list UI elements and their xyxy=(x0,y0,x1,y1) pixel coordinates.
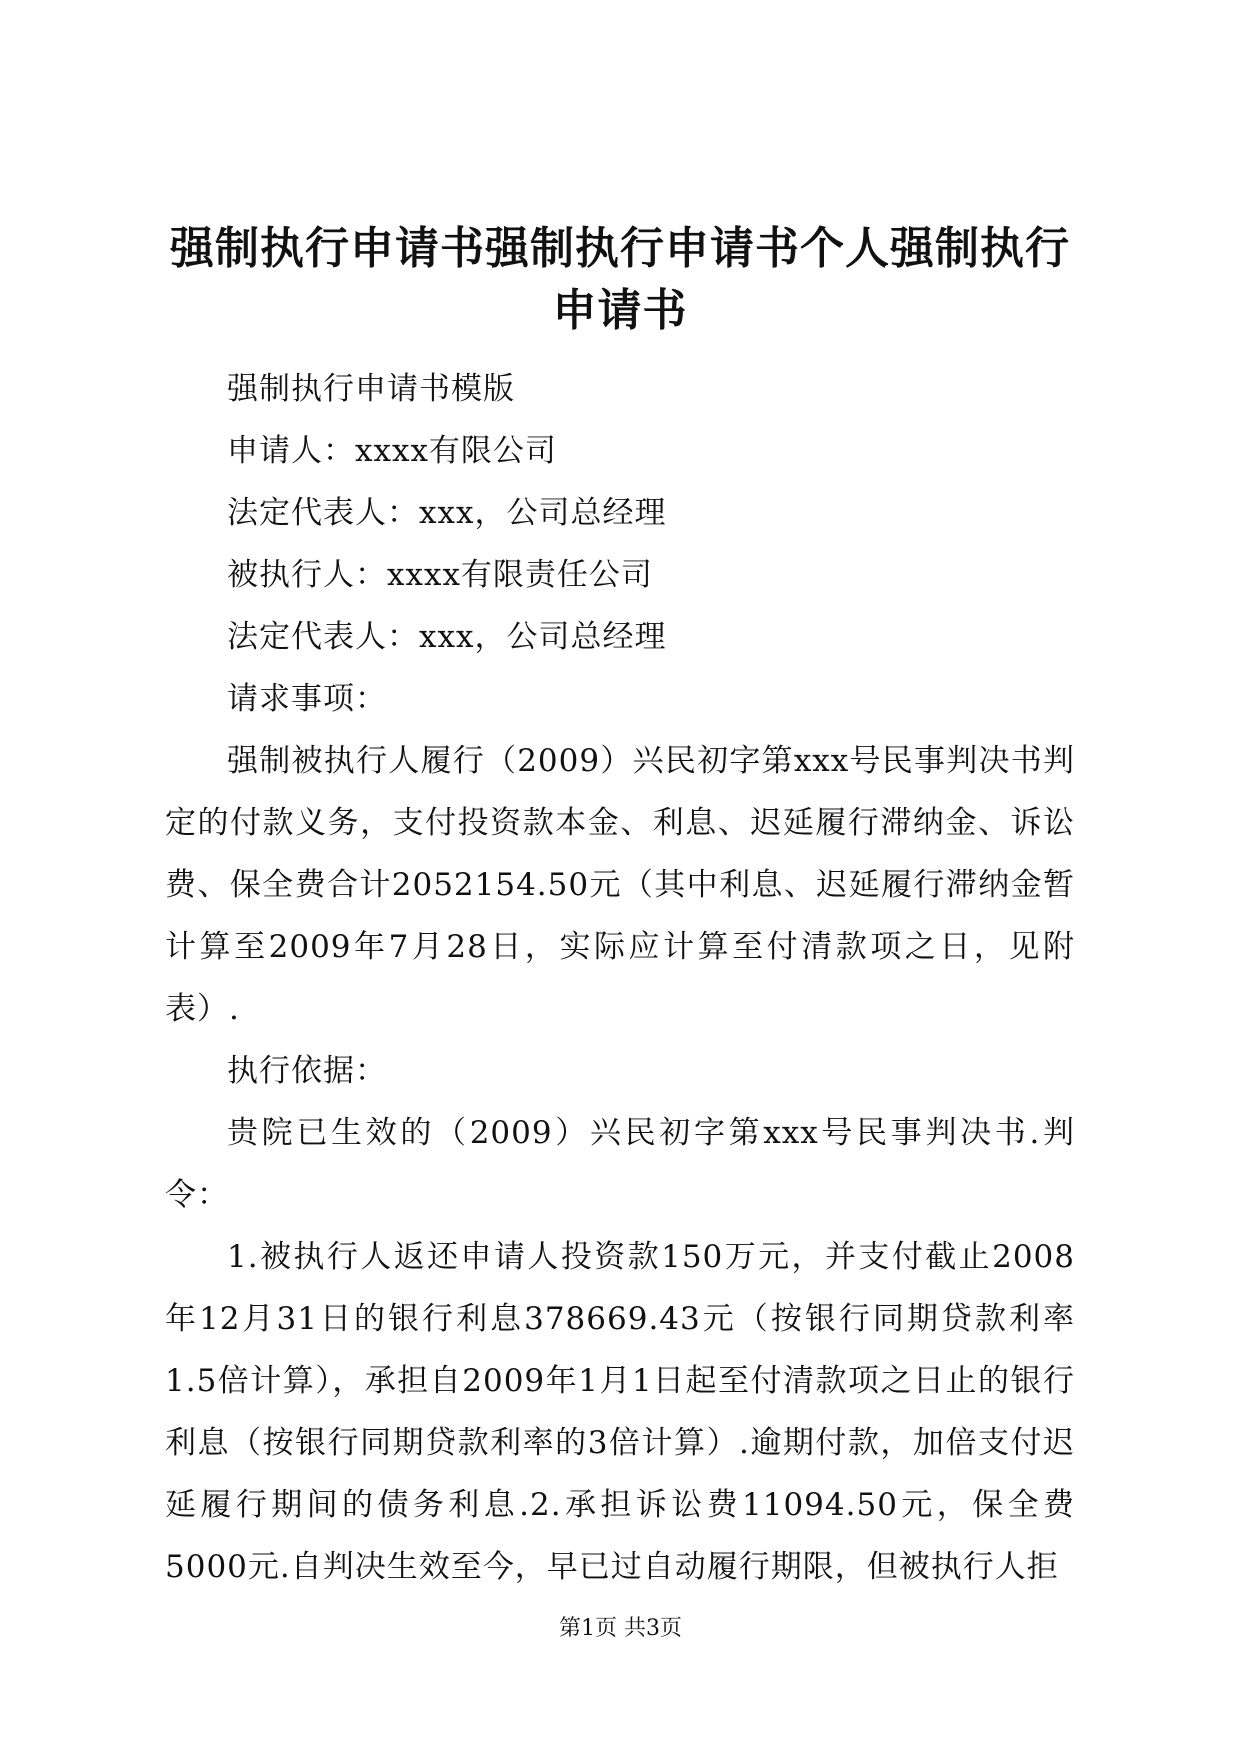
paragraph-basis-heading: 执行依据： xyxy=(227,1053,387,1089)
page-number: 第1页 共3页 xyxy=(559,1616,682,1641)
paragraph-template-name: 强制执行申请书模版 xyxy=(227,371,515,407)
document-title: 强制执行申请书强制执行申请书个人强制执行申请书 xyxy=(170,223,1070,336)
paragraph-request-content: 强制被执行人履行（2009）兴民初字第xxx号民事判决书判定的付款义务，支付投资款本金、利息、迟延履行滞纳金、诉讼费、保全费合计2052154.50元（其中利息、迟延履行滞纳金暂计算至2009年7月28日，实际应计算至付清款项之日，见附表）. xyxy=(165,743,1075,1027)
paragraph-request-heading: 请求事项： xyxy=(227,681,387,717)
paragraph-judgment-items: 1.被执行人返还申请人投资款150万元，并支付截止2008年12月31日的银行利息378669.43元（按银行同期贷款利率1.5倍计算），承担自2009年1月1日起至付清款项之日止的银行利息（按银行同期贷款利率的3倍计算）.逾期付款，加倍支付迟延履行期间的债务利息.2.承担诉讼费11094.50元，保全费5000元.自判决生效至今，早已过自动履行期限，但被执行人拒 xyxy=(165,1239,1075,1585)
paragraph-basis-judgment: 贵院已生效的（2009）兴民初字第xxx号民事判决书.判令： xyxy=(165,1115,1075,1213)
paragraph-respondent-representative: 法定代表人：xxx，公司总经理 xyxy=(227,619,667,655)
paragraph-applicant-representative: 法定代表人：xxx，公司总经理 xyxy=(227,495,667,531)
paragraph-applicant: 申请人：xxxx有限公司 xyxy=(227,433,557,469)
document-body xyxy=(165,358,1075,1598)
paragraph-respondent: 被执行人：xxxx有限责任公司 xyxy=(227,557,653,593)
